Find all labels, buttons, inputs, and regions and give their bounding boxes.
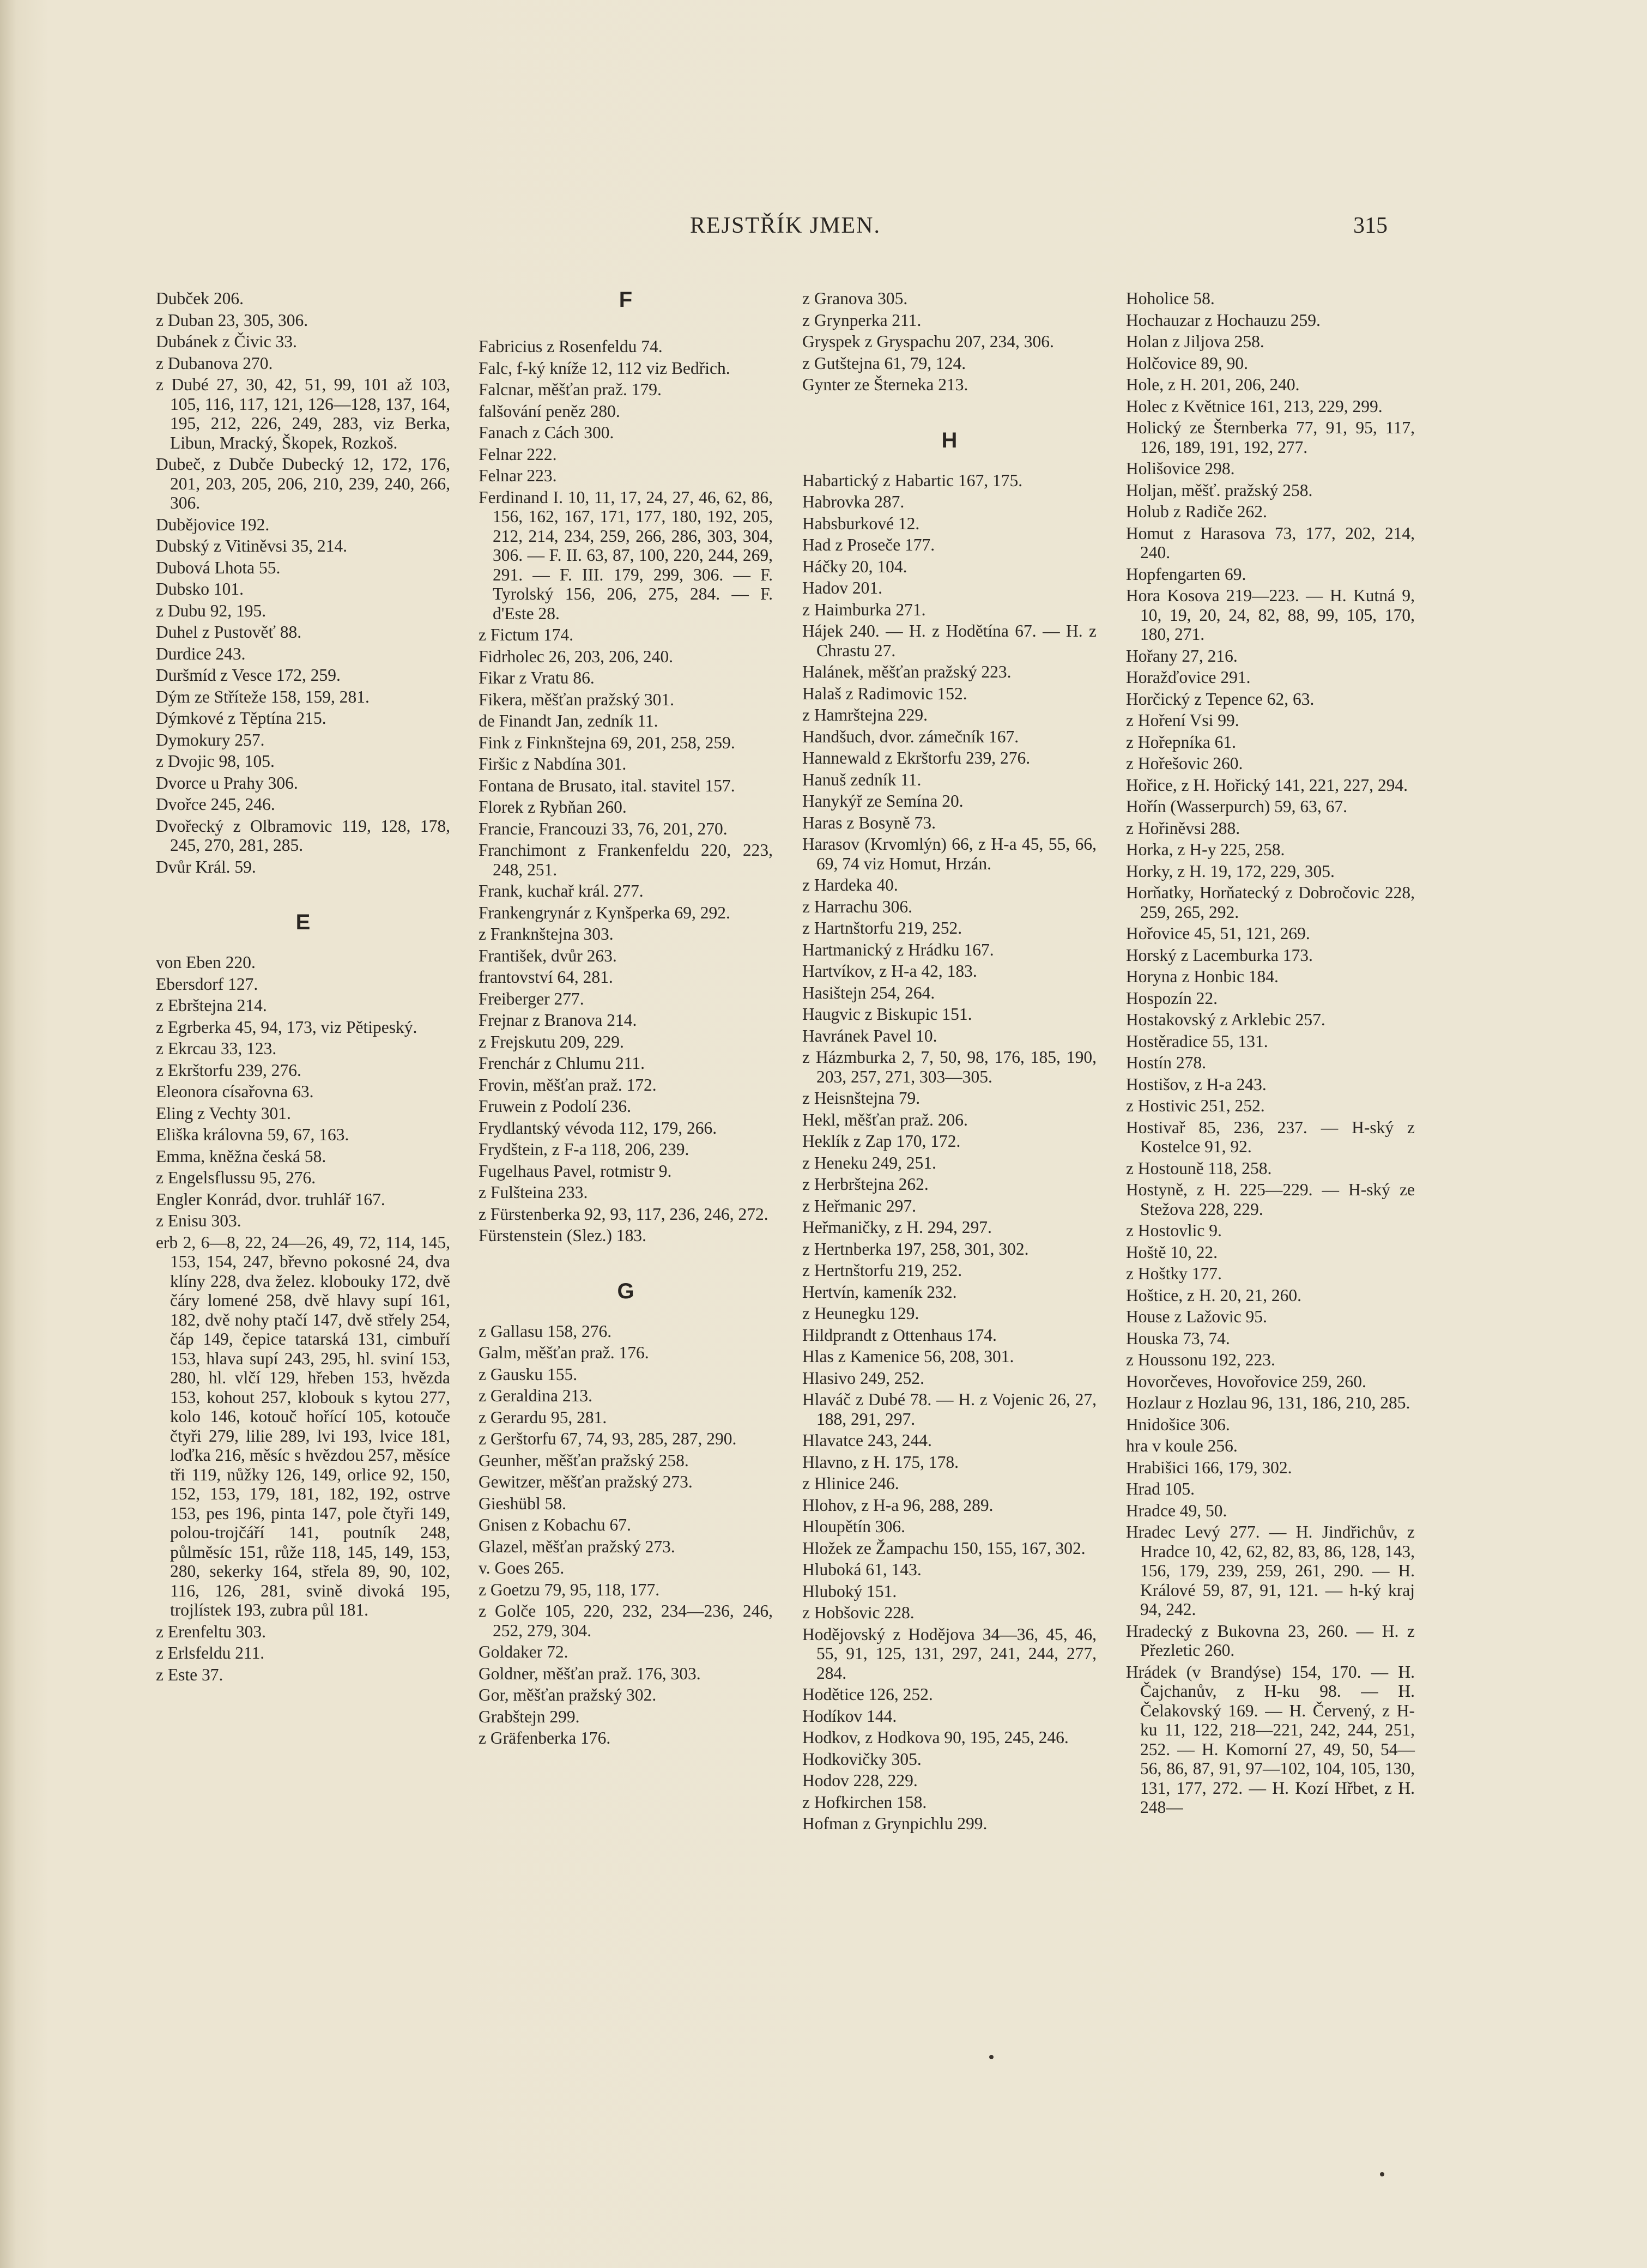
index-entry: Hlas z Kamenice 56, 208, 301. <box>802 1347 1014 1366</box>
index-entry: Gewitzer, měšťan pražský 273. <box>479 1472 693 1491</box>
index-entry: Hnidošice 306. <box>1126 1414 1230 1434</box>
index-entry: z Heisnštejna 79. <box>802 1088 921 1108</box>
index-entry: Dubeč, z Dubče Dubecký 12, 172, 176, 201, 203, 205, 206, 210, 239, 240, 266, 306. <box>156 455 450 512</box>
index-entry: Hořany 27, 216. <box>1126 646 1238 666</box>
index-entry: Haras z Bosyně 73. <box>802 813 936 832</box>
index-entry: Holec z Květnice 161, 213, 229, 299. <box>1126 396 1383 416</box>
index-entry: Firšic z Nabdína 301. <box>479 754 627 773</box>
index-entry: Fabricius z Rosenfeldu 74. <box>479 337 663 356</box>
index-entry: Fikera, měšťan pražský 301. <box>479 690 674 709</box>
index-entry: z Gutštejna 61, 79, 124. <box>802 353 966 373</box>
index-entry: Hadov 201. <box>802 578 882 597</box>
index-entry: z Hostovlic 9. <box>1126 1221 1222 1240</box>
index-entry: Hasištejn 254, 264. <box>802 983 935 1002</box>
index-entry: Fanach z Cách 300. <box>479 423 614 442</box>
index-entry: z Heunegku 129. <box>802 1304 919 1323</box>
index-entry: z Ebrštejna 214. <box>156 996 267 1015</box>
index-entry: z Ekrcau 33, 123. <box>156 1039 277 1058</box>
index-entry: z Engelsflussu 95, 276. <box>156 1168 316 1187</box>
index-entry: Hořovice 45, 51, 121, 269. <box>1126 924 1310 943</box>
index-entry: z Franknštejna 303. <box>479 924 614 944</box>
index-entry: Homut z Harasova 73, 177, 202, 214, 240. <box>1126 523 1415 562</box>
index-entry: hra v koule 256. <box>1126 1436 1238 1455</box>
index-entry: z Hofkirchen 158. <box>802 1792 927 1812</box>
index-entry: Fink z Finknštejna 69, 201, 258, 259. <box>479 733 735 752</box>
index-entry: Holický ze Šternberka 77, 91, 95, 117, 126, 189, 191, 192, 277. <box>1126 418 1415 457</box>
index-entry: Hlasivo 249, 252. <box>802 1368 924 1388</box>
index-entry: Gynter ze Šterneka 213. <box>802 375 968 394</box>
index-entry: Engler Konrád, dvor. truhlář 167. <box>156 1189 385 1209</box>
index-entry: z Hořešovic 260. <box>1126 754 1243 773</box>
index-entry: Háčky 20, 104. <box>802 557 907 576</box>
index-entry: Hodkov, z Hodkova 90, 195, 245, 246. <box>802 1728 1069 1747</box>
index-entry: Hopfengarten 69. <box>1126 564 1246 584</box>
index-entry: Hekl, měšťan praž. 206. <box>802 1110 968 1129</box>
index-entry: Hořín (Wasserpurch) 59, 63, 67. <box>1126 797 1347 816</box>
index-entry: Ferdinand I. 10, 11, 17, 24, 27, 46, 62, 86, 156, 162, 167, 171, 177, 180, 192, 205, 212, 214, 234, 259, 266, 286, 303, 304, 306. — F. II. 63, 87, 100, 220, 244, 269, 291. — F. III. 179, 299, 306. — F. Tyrolský 156, 206, 275, 284. — F. d'Este 28. <box>479 487 773 623</box>
index-entry: Dubský z Vitiněvsi 35, 214. <box>156 536 348 555</box>
index-entry: z Hertnberka 197, 258, 301, 302. <box>802 1239 1029 1259</box>
page-number: 315 <box>1353 213 1388 238</box>
index-entry: Hildprandt z Ottenhaus 174. <box>802 1325 997 1345</box>
index-entry: Gieshübl 58. <box>479 1493 566 1513</box>
index-entry: Dvořecký z Olbramovic 119, 128, 178, 245, 270, 281, 285. <box>156 816 450 855</box>
index-entry: Hlavatce 243, 244. <box>802 1431 932 1450</box>
index-entry: Hoštice, z H. 20, 21, 260. <box>1126 1285 1301 1305</box>
index-entry: Hloupětín 306. <box>802 1517 905 1536</box>
index-entry: Galm, měšťan praž. 176. <box>479 1343 649 1362</box>
index-entry: Frankengrynár z Kynšperka 69, 292. <box>479 903 730 922</box>
index-entry: z Hoštky 177. <box>1126 1264 1222 1283</box>
index-column-2 <box>479 289 773 1750</box>
index-entry: Heklík z Zap 170, 172. <box>802 1132 961 1151</box>
index-entry: z Hořepníka 61. <box>1126 732 1237 752</box>
index-entry: z Grynperka 211. <box>802 310 922 330</box>
section-spacer <box>802 397 1097 430</box>
index-entry: Horka, z H-y 225, 258. <box>1126 840 1285 859</box>
index-entry: z Erenfeltu 303. <box>156 1622 267 1641</box>
index-entry: Dubsko 101. <box>156 579 244 598</box>
index-entry: House z Lažovic 95. <box>1126 1307 1267 1326</box>
index-entry: z Herbrštejna 262. <box>802 1175 929 1194</box>
index-entry: Had z Proseče 177. <box>802 535 935 554</box>
index-entry: Dvorce u Prahy 306. <box>156 773 298 793</box>
index-entry: z Geraldina 213. <box>479 1386 593 1405</box>
index-entry: Hrad 105. <box>1126 1479 1195 1498</box>
index-entry: Holjan, měšť. pražský 258. <box>1126 480 1313 500</box>
index-entry: z Hlinice 246. <box>802 1474 899 1493</box>
index-entry: Hájek 240. — H. z Hodětína 67. — H. z Chrastu 27. <box>802 621 1097 660</box>
index-entry: z Dubanova 270. <box>156 353 273 373</box>
index-entry: z Harrachu 306. <box>802 897 913 916</box>
index-entry: Hannewald z Ekrštorfu 239, 276. <box>802 748 1031 767</box>
index-entry: Hoště 10, 22. <box>1126 1242 1218 1262</box>
index-entry: Hlohov, z H-a 96, 288, 289. <box>802 1495 994 1515</box>
index-entry: Gnisen z Kobachu 67. <box>479 1515 631 1534</box>
index-entry: z Houssonu 192, 223. <box>1126 1350 1275 1369</box>
index-entry: Hanykýř ze Semína 20. <box>802 791 964 811</box>
index-entry: Hanuš zedník 11. <box>802 770 922 789</box>
index-entry: Hostišov, z H-a 243. <box>1126 1074 1267 1094</box>
index-entry: Dýmkové z Těptína 215. <box>156 709 326 728</box>
index-entry: Emma, kněžna česká 58. <box>156 1146 326 1166</box>
index-entry: Hluboká 61, 143. <box>802 1560 922 1579</box>
index-entry: Felnar 223. <box>479 466 557 485</box>
index-entry: z Heřmanic 297. <box>802 1196 917 1215</box>
index-entry: Duršmíd z Vesce 172, 259. <box>156 666 341 685</box>
index-entry: Geunher, měšťan pražský 258. <box>479 1450 689 1470</box>
index-entry: z Enisu 303. <box>156 1211 241 1230</box>
index-entry: Horyna z Honbic 184. <box>1126 967 1279 986</box>
index-entry: Duhel z Pustověť 88. <box>156 622 302 642</box>
index-entry: Hradce 49, 50. <box>1126 1501 1227 1520</box>
index-entry: Holan z Jiljova 258. <box>1126 332 1264 351</box>
index-entry: Hoholice 58. <box>1126 289 1215 308</box>
index-entry: Habrovka 287. <box>802 492 905 511</box>
index-entry: z Gräfenberka 176. <box>479 1728 611 1747</box>
index-entry: Horažďovice 291. <box>1126 668 1251 687</box>
section-spacer <box>479 1302 773 1322</box>
index-entry: z Frejskutu 209, 229. <box>479 1032 624 1051</box>
index-entry: Falc, f-ký kníže 12, 112 viz Bedřich. <box>479 358 730 378</box>
index-entry: z Gallasu 158, 276. <box>479 1321 612 1341</box>
index-entry: Glazel, měšťan pražský 273. <box>479 1537 675 1556</box>
index-entry: Florek z Rybňan 260. <box>479 797 627 817</box>
page-header <box>156 213 1415 245</box>
index-entry: Horský z Lacemburka 173. <box>1126 945 1313 965</box>
index-column-1 <box>156 289 450 1686</box>
index-entry: Hora Kosova 219—223. — H. Kutná 9, 10, 19, 20, 24, 82, 88, 99, 105, 170, 180, 271. <box>1126 586 1415 644</box>
index-entry: Hluboký 151. <box>802 1581 897 1601</box>
index-entry: Falcnar, měšťan praž. 179. <box>479 380 662 399</box>
index-entry: z Hamrštejna 229. <box>802 705 928 724</box>
section-spacer <box>156 879 450 911</box>
index-entry: z Gausku 155. <box>479 1364 578 1384</box>
index-entry: Hlaváč z Dubé 78. — H. z Vojenic 26, 27, 188, 291, 297. <box>802 1390 1097 1429</box>
index-entry: Dubček 206. <box>156 289 244 308</box>
print-dot-ornament <box>989 2055 994 2059</box>
index-entry: Frydlantský vévoda 112, 179, 266. <box>479 1118 717 1138</box>
index-entry: Frank, kuchař král. 277. <box>479 881 644 900</box>
index-entry: erb 2, 6—8, 22, 24—26, 49, 72, 114, 145, 153, 154, 247, břevno pokosné 24, dva klíny 228, dva želez. klobouky 172, dvě čáry lomené 258, dvě hlavy supí 161, 182, dvě nohy ptačí 147, dvě střely 254, čáp 149, čepice tatarská 131, cimbuří 153, hlava supí 243, 295, hl. sviní 153, 280, hl. vlčí 129, hřeben 153, hvězda 153, kohout 257, klobouk s kytou 277, kolo 146, kotouč hořící 105, kotouče čtyři 279, lilie 289, lvi 193, lvice 181, loďka 216, měsíc s hvězdou 257, měsíce tři 119, nůžky 126, 149, orlice 92, 150, 152, 153, 179, 181, 182, 192, ostrve 153, pes 196, pinta 147, pole čtyři 149, polou-trojčáří 141, poutník 248, půlměsíc 151, růže 118, 145, 149, 153, 280, sekerky 164, střela 89, 90, 102, 116, 126, 281, svině divoká 195, trojlístek 193, zubra půl 181. <box>156 1232 450 1619</box>
index-column-4 <box>1126 289 1415 1819</box>
index-entry: Handšuch, dvor. zámečník 167. <box>802 727 1019 746</box>
index-entry: Dymokury 257. <box>156 730 265 749</box>
index-entry: Goldaker 72. <box>479 1642 568 1661</box>
index-entry: Hostín 278. <box>1126 1053 1207 1072</box>
index-entry: von Eben 220. <box>156 953 256 972</box>
index-entry: z Dubu 92, 195. <box>156 601 267 620</box>
index-entry: Gryspek z Gryspachu 207, 234, 306. <box>802 332 1054 351</box>
index-entry: Hrabišici 166, 179, 302. <box>1126 1457 1292 1477</box>
index-entry: Hostivař 85, 236, 237. — H-ský z Kostelce 91, 92. <box>1126 1117 1415 1156</box>
index-entry: Dubová Lhota 55. <box>156 558 281 577</box>
index-entry: falšování peněz 280. <box>479 401 620 421</box>
index-entry: z Ekrštorfu 239, 276. <box>156 1060 301 1080</box>
index-column-3 <box>802 289 1097 1836</box>
index-entry: z Fulšteina 233. <box>479 1183 588 1202</box>
index-entry: v. Goes 265. <box>479 1558 565 1577</box>
index-entry: Habartický z Habartic 167, 175. <box>802 470 1023 490</box>
page-title: REJSTŘÍK JMEN. <box>689 213 881 238</box>
index-entry: Felnar 222. <box>479 444 557 464</box>
index-entry: Fürstenstein (Slez.) 183. <box>479 1226 646 1245</box>
index-entry: Hostyně, z H. 225—229. — H-ský ze Stežova 228, 229. <box>1126 1180 1415 1219</box>
index-entry: Dvořce 245, 246. <box>156 795 275 814</box>
index-entry: Holub z Radiče 262. <box>1126 502 1267 521</box>
index-entry: z Este 37. <box>156 1665 223 1684</box>
index-entry: z Hardeka 40. <box>802 875 898 894</box>
index-entry: Horčický z Tepence 62, 63. <box>1126 689 1315 709</box>
index-entry: Dubánek z Čivic 33. <box>156 332 297 351</box>
index-entry: František, dvůr 263. <box>479 946 617 965</box>
index-entry: z Golče 105, 220, 232, 234—236, 246, 252, 279, 304. <box>479 1601 773 1640</box>
index-entry: Havránek Pavel 10. <box>802 1026 937 1045</box>
index-entry: z Hartnštorfu 219, 252. <box>802 918 962 938</box>
index-entry: Hrádek (v Brandýse) 154, 170. — H. Čajchanův, z H-ku 98. — H. Čelakovský 169. — H. Červený, z H-ku 11, 122, 218—221, 242, 244, 251, 252. — H. Komorní 27, 49, 50, 54—56, 86, 87, 91, 97—102, 104, 105, 130, 131, 177, 272. — H. Kozí Hřbet, z H. 248— <box>1126 1662 1415 1817</box>
index-entry: Harasov (Krvomlýn) 66, z H-a 45, 55, 66, 69, 74 viz Homut, Hrzán. <box>802 834 1097 873</box>
index-entry: Hodov 228, 229. <box>802 1771 918 1790</box>
index-entry: Hradecký z Bukovna 23, 260. — H. z Přezletic 260. <box>1126 1621 1415 1660</box>
index-entry: z Heneku 249, 251. <box>802 1153 936 1172</box>
index-entry: Hole, z H. 201, 206, 240. <box>1126 375 1300 394</box>
index-entry: z Egrberka 45, 94, 173, viz Pětipeský. <box>156 1017 417 1037</box>
index-entry: Hradec Levý 277. — H. Jindřichův, z Hradce 10, 42, 62, 82, 83, 86, 128, 143, 156, 179, 239, 259, 261, 290. — H. Králové 59, 87, 91, 121. — h-ký kraj 94, 242. <box>1126 1522 1415 1619</box>
print-dot-ornament <box>1380 2172 1384 2176</box>
index-entry: z Fürstenberka 92, 93, 117, 236, 246, 272. <box>479 1204 768 1224</box>
index-entry: Hartvíkov, z H-a 42, 183. <box>802 961 977 981</box>
index-entry: Hospozín 22. <box>1126 988 1218 1008</box>
index-entry: Hořice, z H. Hořický 141, 221, 227, 294. <box>1126 775 1408 795</box>
index-entry: Hložek ze Žampachu 150, 155, 167, 302. <box>802 1538 1086 1558</box>
index-entry: z Duban 23, 305, 306. <box>156 310 308 330</box>
index-entry: Goldner, měšťan praž. 176, 303. <box>479 1664 701 1683</box>
index-entry: z Dvojic 98, 105. <box>156 752 275 771</box>
index-entry: Dubějovice 192. <box>156 515 270 534</box>
index-entry: Halaš z Radimovic 152. <box>802 684 967 703</box>
index-entry: Fontana de Brusato, ital. stavitel 157. <box>479 776 735 795</box>
index-entry: Durdice 243. <box>156 644 246 663</box>
index-entry: z Hertnštorfu 219, 252. <box>802 1261 962 1280</box>
index-entry: Horky, z H. 19, 172, 229, 305. <box>1126 861 1335 881</box>
index-entry: z Haimburka 271. <box>802 600 926 619</box>
index-entry: Haugvic z Biskupic 151. <box>802 1005 972 1024</box>
index-entry: Fikar z Vratu 86. <box>479 668 595 687</box>
index-entry: Frenchár z Chlumu 211. <box>479 1054 645 1073</box>
index-entry: Gor, měšťan pražský 302. <box>479 1685 657 1704</box>
section-spacer <box>479 1248 773 1280</box>
index-entry: Heřmaničky, z H. 294, 297. <box>802 1218 992 1237</box>
index-entry: Francie, Francouzi 33, 76, 201, 270. <box>479 819 728 838</box>
index-entry: Holčovice 89, 90. <box>1126 353 1248 373</box>
section-spacer <box>802 451 1097 471</box>
section-letter-heading: E <box>295 910 311 934</box>
index-entry: Grabštejn 299. <box>479 1707 580 1726</box>
index-entry: Hodětice 126, 252. <box>802 1685 933 1704</box>
index-entry: Frydštein, z F-a 118, 206, 239. <box>479 1140 689 1159</box>
index-entry: Hochauzar z Hochauzu 259. <box>1126 310 1321 330</box>
index-entry: z Hořiněvsi 288. <box>1126 818 1240 838</box>
index-entry: Horňatky, Horňatecký z Dobročovic 228, 259, 265, 292. <box>1126 883 1415 922</box>
index-entry: z Goetzu 79, 95, 118, 177. <box>479 1580 660 1599</box>
index-entry: Eliška královna 59, 67, 163. <box>156 1125 349 1144</box>
section-letter-heading: G <box>617 1279 634 1303</box>
index-entry: z Hostivic 251, 252. <box>1126 1096 1265 1115</box>
index-entry: z Hobšovic 228. <box>802 1603 915 1622</box>
index-entry: z Hoření Vsi 99. <box>1126 711 1239 730</box>
section-letter-heading: H <box>941 428 958 452</box>
index-entry: Freiberger 277. <box>479 989 584 1008</box>
index-entry: Frejnar z Branova 214. <box>479 1011 637 1030</box>
index-entry: de Finandt Jan, zedník 11. <box>479 711 658 730</box>
index-entry: Habsburkové 12. <box>802 513 920 533</box>
index-entry: Holišovice 298. <box>1126 459 1235 478</box>
index-entry: Hodíkov 144. <box>802 1706 897 1726</box>
index-entry: Hlavno, z H. 175, 178. <box>802 1452 959 1472</box>
index-entry: Franchimont z Frankenfeldu 220, 223, 248, 251. <box>479 840 773 879</box>
index-entry: Eling z Vechty 301. <box>156 1103 291 1123</box>
index-entry: Houska 73, 74. <box>1126 1328 1230 1348</box>
index-entry: z Házmburka 2, 7, 50, 98, 176, 185, 190, 203, 257, 271, 303—305. <box>802 1048 1097 1086</box>
index-entry: Hovorčeves, Hovořovice 259, 260. <box>1126 1371 1366 1391</box>
index-entry: Hofman z Grynpichlu 299. <box>802 1814 988 1833</box>
index-entry: Eleonora císařovna 63. <box>156 1082 314 1101</box>
index-entry: Fruwein z Podolí 236. <box>479 1097 631 1116</box>
section-letter-heading: F <box>619 288 633 312</box>
index-entry: z Erlsfeldu 211. <box>156 1643 265 1662</box>
index-entry: z Fictum 174. <box>479 625 574 644</box>
index-entry: Hodějovský z Hodějova 34—36, 45, 46, 55, 91, 125, 131, 297, 241, 244, 277, 284. <box>802 1624 1097 1683</box>
section-spacer <box>156 933 450 953</box>
index-entry: Fugelhaus Pavel, rotmistr 9. <box>479 1161 672 1181</box>
index-entry: Hozlaur z Hozlau 96, 131, 186, 210, 285. <box>1126 1393 1410 1412</box>
index-entry: Hostěradice 55, 131. <box>1126 1031 1268 1051</box>
index-entry: Ebersdorf 127. <box>156 974 258 994</box>
index-entry: z Dubé 27, 30, 42, 51, 99, 101 až 103, 105, 116, 117, 121, 126—128, 137, 164, 195, 212, 226, 249, 283, viz Berka, Libun, Mracký, Škopek, Rozkoš. <box>156 375 450 452</box>
index-entry: z Hostouně 118, 258. <box>1126 1158 1272 1178</box>
index-entry: Hartmanický z Hrádku 167. <box>802 940 994 959</box>
index-entry: Dvůr Král. 59. <box>156 857 256 876</box>
index-entry: Halánek, měšťan pražský 223. <box>802 662 1012 681</box>
index-entry: Hodkovičky 305. <box>802 1749 922 1769</box>
index-entry: z Granova 305. <box>802 289 908 308</box>
index-entry: Frovin, měšťan praž. 172. <box>479 1075 657 1094</box>
index-entry: z Gerštorfu 67, 74, 93, 285, 287, 290. <box>479 1429 737 1448</box>
index-entry: frantovství 64, 281. <box>479 967 613 987</box>
index-entry: Hostakovský z Arklebic 257. <box>1126 1010 1325 1029</box>
index-entry: z Gerardu 95, 281. <box>479 1407 607 1427</box>
index-entry: Fidrholec 26, 203, 206, 240. <box>479 646 673 666</box>
index-entry: Hertvín, kameník 232. <box>802 1282 957 1302</box>
index-entry: Dým ze Stříteže 158, 159, 281. <box>156 687 370 706</box>
